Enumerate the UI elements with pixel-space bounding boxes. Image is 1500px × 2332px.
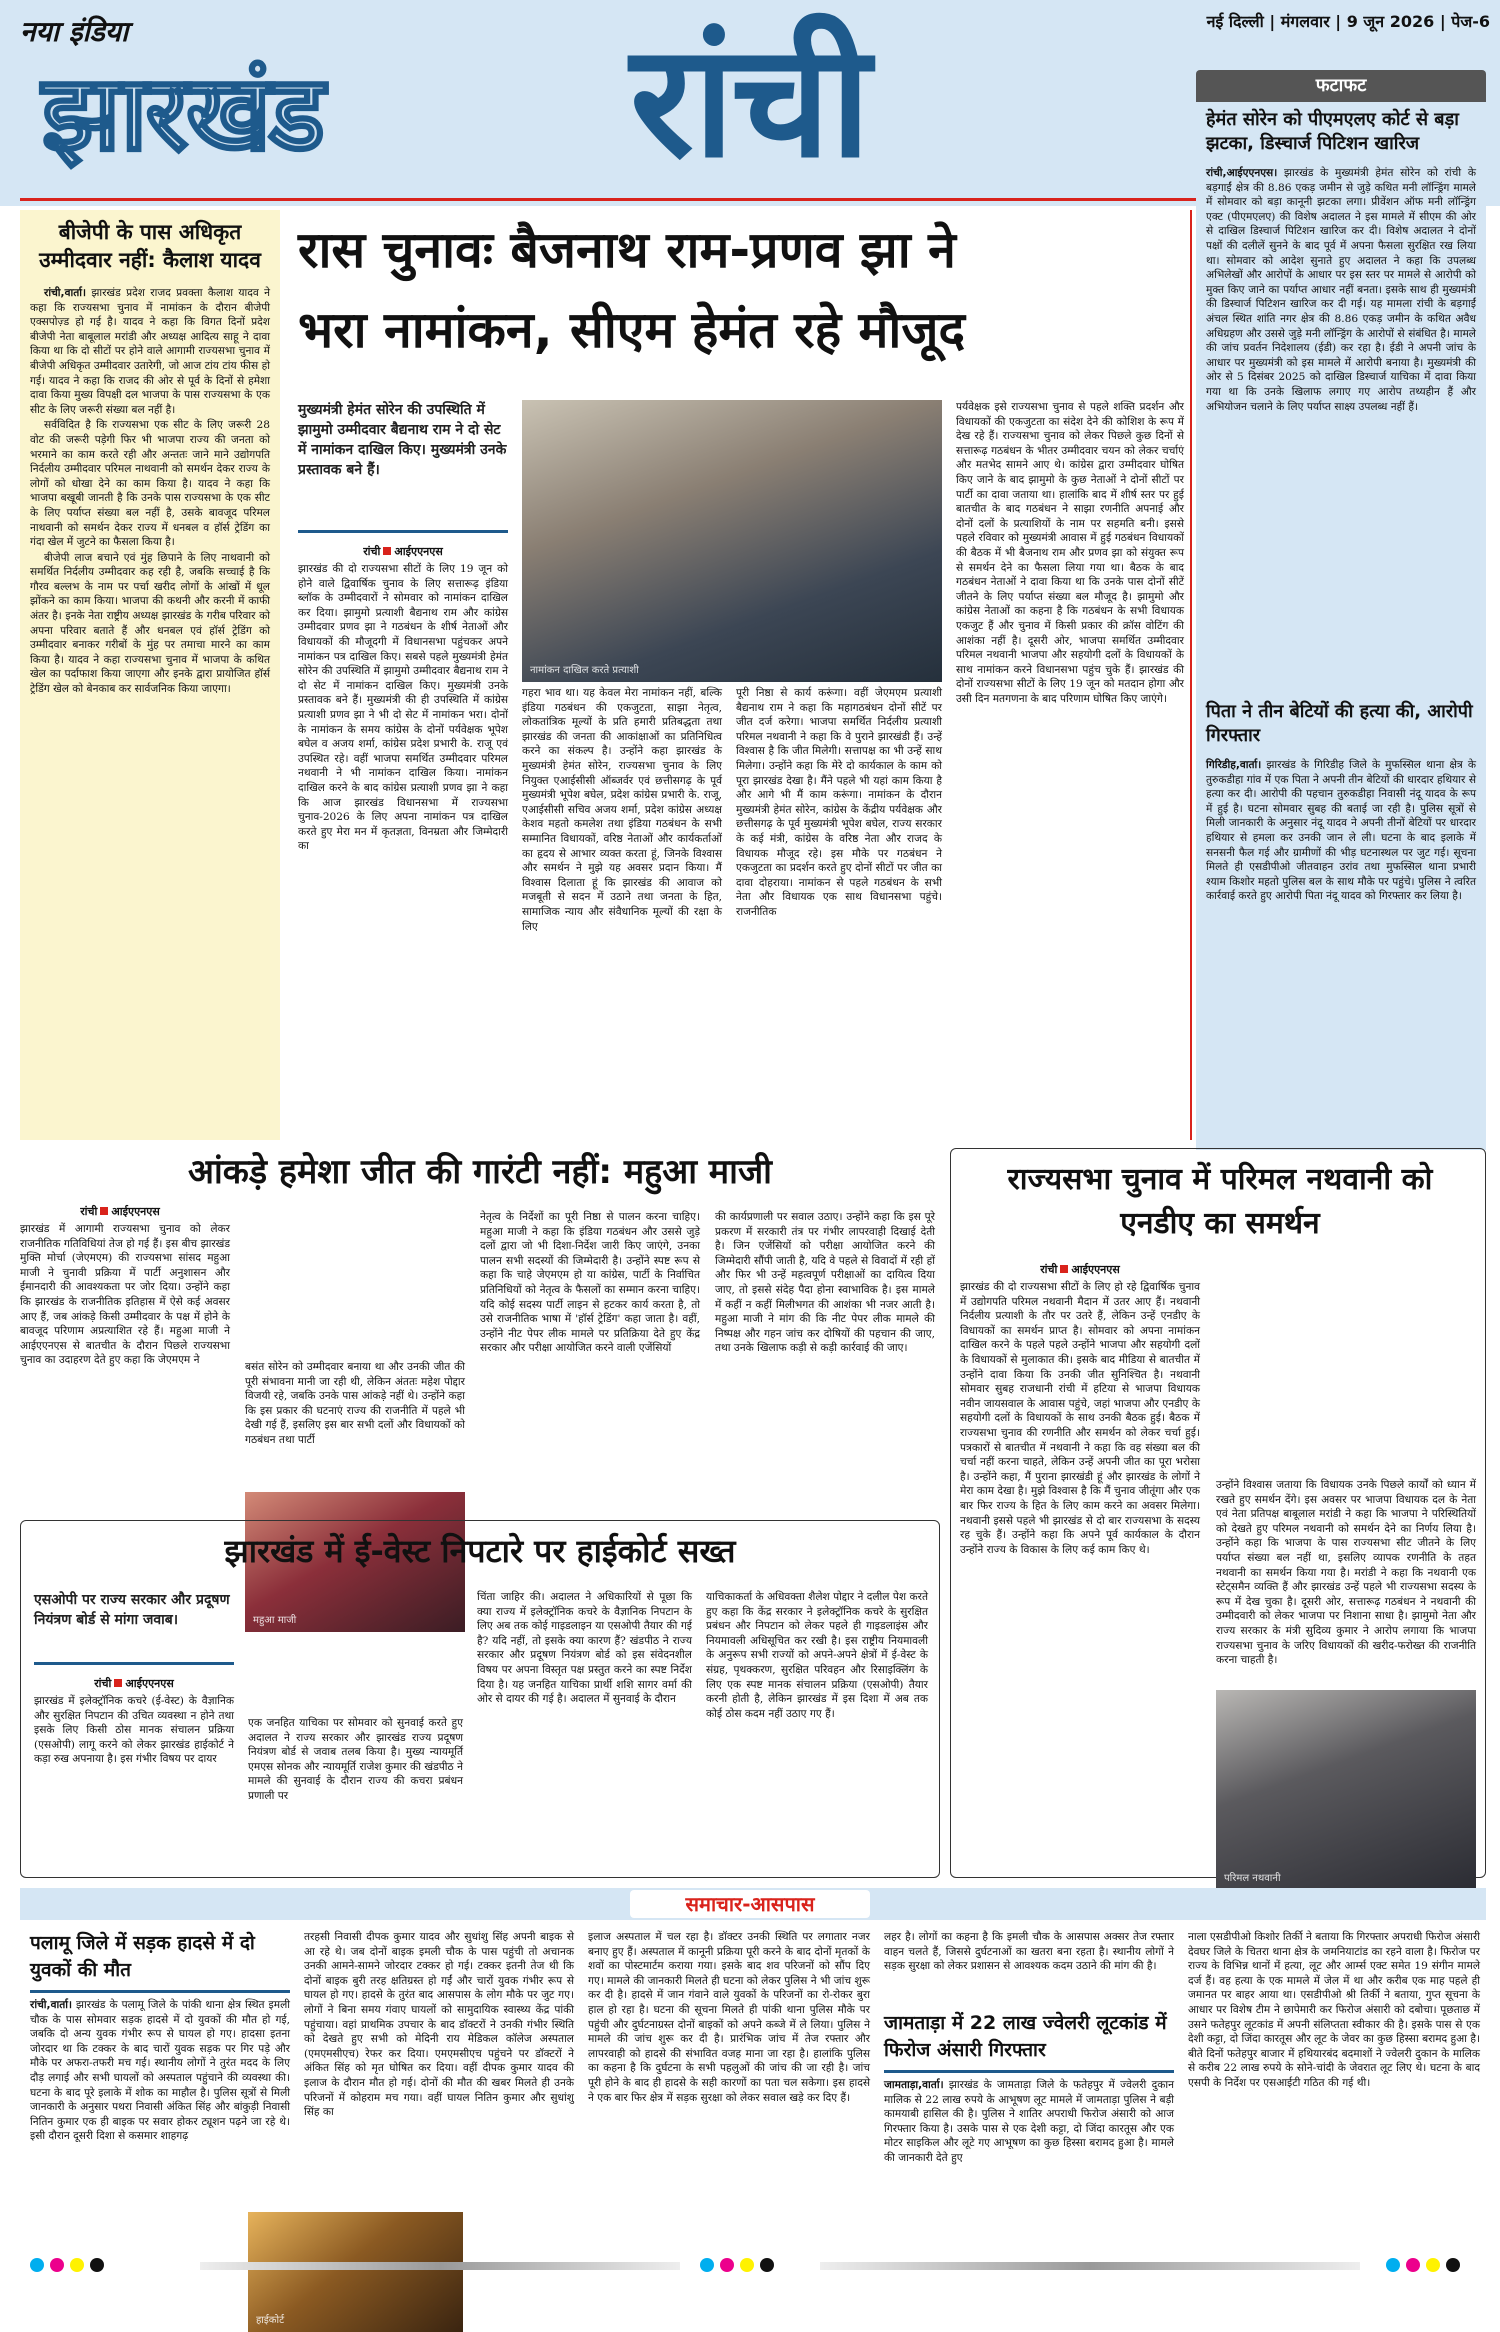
yellow-dot-icon — [740, 2258, 754, 2272]
nathwani-col-1 — [960, 1280, 1200, 1868]
lead-col-4 — [956, 400, 1184, 1110]
mahua-photo-caption: महुआ माजी — [253, 1615, 297, 1626]
lead-col-2-text: गहरा भाव था। यह केवल मेरा नामांकन नहीं, बल्कि इंडिया गठबंधन की एकजुटता, साझा नेतृत्व, लोकतांत्रिक मूल्यों के प्रति हमारी प्रतिबद्धता तथा झारखंड की जनता की आकांक्षाओं का प्रतिनिधित्व करने का संकल्प है। उन्होंने कहा झारखंड के मुख्यमंत्री हेमंत सोरेन, राज्यसभा चुनाव के लिए नियुक्त एआईसीसी ऑब्जर्वर एवं छत्तीसगढ़ के पूर्व मुख्यमंत्री भूपेश बघेल, प्रदेश कांग्रेस प्रभारी के. राजू, एआईसीसी सचिव अजय शर्मा, प्रदेश कांग्रेस अध्यक्ष केशव महतो कमलेश तथा इंडिया गठबंधन के सभी सम्मानित विधायकों, वरिष्ठ नेताओं और कार्यकर्ताओं का हृदय से आभार व्यक्त करता हूं, जिनके विश्वास और समर्थन ने मुझे यह अवसर प्रदान किया। मैं विश्वास दिलाता हूं कि झारखंड की आवाज को मजबूती से सदन में उठाने तथा जनता के हित, सामाजिक न्याय और संवैधानिक मूल्यों की रक्षा के लिए — [522, 687, 722, 933]
samachar-story2-col-2 — [1188, 1930, 1480, 2246]
nathwani-photo-caption: परिमल नथवानी — [1224, 1873, 1281, 1884]
samachar-story1-col-3 — [588, 1930, 870, 2246]
cyan-dot-icon — [30, 2258, 44, 2272]
lead-headline-2: भरा नामांकन, सीएम हेमंत रहे मौजूद — [298, 301, 966, 359]
mahua-headline: आंकड़े हमेशा जीत की गारंटी नहीं: महुआ माजी — [188, 1152, 772, 1192]
samachar-headline-2-rule — [884, 2070, 1174, 2073]
ewaste-summary-rule — [34, 1662, 234, 1665]
ewaste-summary: एसओपी पर राज्य सरकार और प्रदूषण नियंत्रण बोर्ड से मांगा जवाब। — [34, 1592, 230, 1628]
magenta-dot-icon — [1406, 2258, 1420, 2272]
brand-logo: नया इंडिया — [20, 15, 129, 48]
mahua-col-1-text: झारखंड में आगामी राज्यसभा चुनाव को लेकर राजनीतिक गतिविधियां तेज हो गई हैं। इस बीच झारखंड मुक्ति मोर्चा (जेएमएम) की राज्यसभा सांसद महुआ माजी ने चुनावी प्रक्रिया में पार्टी अनुशासन और ईमानदारी की आवश्यकता पर जोर दिया। उन्होंने कहा कि झारखंड के राजनीतिक इतिहास में ऐसे कई अवसर आए हैं, जब आंकड़े किसी उम्मीदवार के पक्ष में होने के बावजूद परिणाम अप्रत्याशित रहे हैं। महुआ माजी ने आईएएनएस से बातचीत के दौरान पिछले राज्यसभा चुनाव का उदाहरण देते हुए कहा कि जेएमएम ने — [20, 1223, 230, 1367]
samachar-headline-1: पलामू जिले में सड़क हादसे में दो युवकों की मौत — [30, 1932, 255, 1981]
black-dot-icon — [760, 2258, 774, 2272]
samachar-story2-col-2-text: नाला एसडीपीओ किशोर तिर्की ने बताया कि गिरफ्तार अपराधी फिरोज अंसारी देवघर जिले के चितरा थाना क्षेत्र के जमनियाटांड का रहने वाला है। फिरोज पर राज्य के विभिन्न थानों में हत्या, लूट और आर्म्स एक्ट समेत 19 संगीन मामले दर्ज हैं। वह हत्या के एक मामले में जेल में था और करीब एक माह पहले ही जमानत पर बाहर आया था। एसडीपीओ श्री तिर्की ने बताया, गुप्त सूचना के आधार पर विशेष टीम ने छापेमारी कर फिरोज अंसारी को दबोचा। पूछताछ में उसने फतेहपुर लूटकांड में अपनी संलिप्तता स्वीकार की है। इसके पास से एक देशी कट्टा, दो जिंदा कारतूस और लूट के जेवर का कुछ हिस्सा बरामद हुआ है। बीते दिनों फतेहपुर बाजार में हथियारबंद बदमाशों ने ज्वेलरी दुकान के मालिक से करीब 22 लाख रुपये के सोने-चांदी के जेवरात लूट लिए थे। घटना के बाद एसपी के निर्देश पर एसआईटी गठित की गई थी। — [1188, 1931, 1480, 2089]
magenta-dot-icon — [720, 2258, 734, 2272]
mahua-col-3-text: नेतृत्व के निर्देशों का पूरी निष्ठा से पालन करना चाहिए। महुआ माजी ने कहा कि इंडिया गठबंधन और उससे जुड़े दलों द्वारा जो भी दिशा-निर्देश जारी किए जाएंगे, उनका पालन सभी सदस्यों की जिम्मेदारी है। उन्होंने स्पष्ट रूप से कहा कि चाहे जेएमएम हो या कांग्रेस, पार्टी के निर्वाचित प्रतिनिधियों को नेतृत्व के फैसलों का सम्मान करना चाहिए। यदि कोई सदस्य पार्टी लाइन से हटकर कार्य करता है, तो उसे राजनीतिक भाषा में 'हॉर्स ट्रेडिंग' कहा जाता है। वहीं, उन्होंने नीट पेपर लीक मामले पर प्रतिक्रिया देते हुए केंद्र सरकार और परीक्षा आयोजित करने वाली एजेंसियों — [480, 1211, 700, 1355]
nathwani-col-1-text: झारखंड की दो राज्यसभा सीटों के लिए हो रहे द्विवार्षिक चुनाव में उद्योगपति परिमल नथवानी मैदान में उतर आए हैं। नथवानी निर्दलीय प्रत्याशी के तौर पर उतरे हैं, लेकिन उन्हें एनडीए के विधायकों का समर्थन प्राप्त है। सोमवार को अपना नामांकन दाखिल करने के पहले पहले उन्होंने भाजपा और सहयोगी दलों के विधायकों से मुलाकात की। इसके बाद मीडिया से बातचीत में उन्होंने दावा किया कि उनकी जीत सुनिश्चित है। नथवानी सोमवार सुबह राजधानी रांची में हटिया से भाजपा विधायक नवीन जायसवाल के आवास पहुंचे, जहां भाजपा और एनडीए के सहयोगी दलों के विधायकों के साथ उनकी बैठक हुई। बैठक में राज्यसभा चुनाव की रणनीति और समर्थन को लेकर चर्चा हुई। पत्रकारों से बातचीत में नथवानी ने कहा कि वह संख्या बल की चर्चा नहीं करना चाहते, लेकिन उन्हें अपनी जीत का पूरा भरोसा है। उन्होंने कहा, मैं पुराना झारखंडी हूं और झारखंड के लोगों ने मेरा काम देखा है। मुझे विश्वास है कि मैं चुनाव जीतूंगा और एक बार फिर राज्य के हित के लिए काम करने का अवसर मिलेगा। नथवानी इससे पहले भी झारखंड से दो बार राज्यसभा के सदस्य रह चुके हैं। उन्होंने कहा कि अपने पूर्व कार्यकाल के दौरान उन्होंने राज्य के विकास के लिए कई काम किए थे। — [960, 1281, 1200, 1556]
cyan-dot-icon — [700, 2258, 714, 2272]
ewaste-col-3 — [477, 1590, 692, 1870]
mahua-col-1 — [20, 1222, 230, 1512]
samachar-dateline-1: रांची,वार्ता। — [30, 1999, 73, 2011]
fatafat-body-1 — [1206, 166, 1476, 686]
samachar-story2-col-1-text: झारखंड के जामताड़ा जिले के फतेहपुर में ज्वेलरी दुकान मालिक से 22 लाख रुपये के आभूषण लूट मामले में जामताड़ा पुलिस ने बड़ी कामयाबी हासिल की है। पुलिस ने शातिर अपराधी फिरोज अंसारी को आज गिरफ्तार किया है। उसके पास से एक देशी कट्टा, दो जिंदा कारतूस और एक मोटर साइकिल और लूटे गए आभूषण का कुछ हिस्सा बरामद हुआ है। मामले की जानकारी देते हुए — [884, 2079, 1174, 2164]
samachar-story1-col-1-text: झारखंड के पलामू जिले के पांकी थाना क्षेत्र स्थित इमली चौक के पास सोमवार सड़क हादसे में दो युवकों की मौत हो गई, जबकि दो अन्य युवक गंभीर रूप से घायल हो गए। हादसा इतना जोरदार था कि टक्कर के बाद चारों युवक सड़क पर गिर पड़े और मौके पर अफरा-तफरी मच गई। स्थानीय लोगों ने तुरंत मदद के लिए दौड़ लगाई और सभी घायलों को अस्पताल पहुंचाने की व्यवस्था की। घटना के बाद पूरे इलाके में शोक का माहौल है। पुलिस सूत्रों से मिली जानकारी के अनुसार पथरा निवासी अंकित सिंह और बांकुड़ी निवासी नितिन कुमार एक ही बाइक पर सवार होकर ट्यूशन पढ़ने जा रहे थे। इसी दौरान दूसरी दिशा से कसमार शाहगढ़ — [30, 1999, 290, 2143]
cyan-dot-icon — [1386, 2258, 1400, 2272]
fatafat-dateline-1: रांची,आईएएनएस। — [1206, 167, 1278, 179]
red-square-icon — [114, 1679, 122, 1687]
nathwani-col-2-text: उन्होंने विश्वास जताया कि विधायक उनके पिछले कार्यों को ध्यान में रखते हुए समर्थन देंगे। इस अवसर पर भाजपा विधायक दल के नेता एवं नेता प्रतिपक्ष बाबूलाल मरांडी ने कहा कि भाजपा ने परिस्थितियों को देखते हुए परिमल नथवानी को समर्थन देने का निर्णय लिया है। उन्होंने कहा कि भाजपा के पास राज्यसभा सीट जीतने के लिए पर्याप्त संख्या बल नहीं था, इसलिए व्यापक रणनीति के तहत नथवानी का समर्थन किया गया है। मरांडी ने कहा कि नथवानी एक स्टेट्समैन व्यक्ति हैं और झारखंड उन्हें पहले भी राज्यसभा सदस्य के रूप में देख चुका है। दूसरी ओर, सत्तारूढ़ गठबंधन ने नथवानी की उम्मीदवारी को लेकर भाजपा पर निशाना साधा है। झामुमो नेता और राज्य सरकार के मंत्री सुदिव्य कुमार ने आरोप लगाया कि भाजपा राज्यसभा चुनाव के जरिए विधायकों की खरीद-फरोख्त की राजनीति करना चाहती है। — [1216, 1479, 1476, 1667]
nathwani-byline-agency: आईएएनएस — [1071, 1263, 1120, 1276]
samachar-headline-2: जामताड़ा में 22 लाख ज्वेलरी लूटकांड में फिरोज अंसारी गिरफ्तार — [884, 2012, 1167, 2061]
lead-byline — [298, 544, 508, 559]
fatafat-column — [1196, 102, 1486, 1150]
footer-gradient-bar-2 — [820, 2262, 1360, 2270]
ewaste-col-2 — [248, 1716, 463, 1870]
lead-photo-caption: नामांकन दाखिल करते प्रत्याशी — [530, 665, 639, 676]
fatafat-body-2 — [1206, 758, 1476, 1128]
red-square-icon — [1060, 1265, 1068, 1273]
left-story-body — [30, 286, 270, 1116]
lead-headline-1: रास चुनावः बैजनाथ राम-प्रणव झा ने — [298, 221, 956, 279]
mahua-col-2-text: बसंत सोरेन को उम्मीदवार बनाया था और उनकी जीत की पूरी संभावना मानी जा रही थी, लेकिन अंततः महेश पोद्दार विजयी रहे, जबकि उनके पास आंकड़े नहीं थे। उन्होंने कहा कि इस प्रकार की घटनाएं राज्य की राजनीति में पहले भी देखी गई हैं, इसलिए इस बार सभी दलों और विधायकों को गठबंधन तथा पार्टी — [245, 1361, 465, 1446]
mahua-byline-place: रांची — [80, 1205, 98, 1218]
lead-summary-rule — [298, 530, 508, 533]
left-story — [20, 210, 280, 1140]
date-line: नई दिल्ली | मंगलवार | 9 जून 2026 | पेज-6 — [1206, 12, 1490, 31]
left-story-para-3: बीजेपी लाज बचाने एवं मुंह छिपाने के लिए नाथवानी को समर्थित निर्दलीय उम्मीदवार कह रही है, जबकि सच्चाई है कि गौरव बल्लभ के नाम पर पर्चा खरीद लोगों के आंखों में धूल झोंकने का काम किया। भाजपा की कथनी और करनी में काफी अंतर है। इनके नेता राष्ट्रीय अध्यक्ष झारखंड के गरीब परिवार को अपना परिवार बताते हैं और धनबल एवं हॉर्स ट्रेडिंग को उम्मीदवार बनाकर गरीबों के मुंह पर तमाचा मारने का काम किया है। यादव ने कहा राज्यसभा चुनाव में भाजपा के कथित खेल का पर्दाफाश किया जाएगा और इनके द्वारा प्रायोजित हॉर्स ट्रेडिंग खेल को बेनकाब कर सार्वजनिक किया जाएगा। — [30, 551, 270, 696]
fatafat-dateline-2: गिरिडीह,वार्ता। — [1206, 759, 1262, 771]
lead-byline-place: रांची — [363, 545, 381, 558]
footer-gradient-bar — [200, 2262, 680, 2270]
fatafat-headline-2: पिता ने तीन बेटियों की हत्या की, आरोपी गिरफ्तार — [1206, 701, 1473, 746]
lead-col-2 — [522, 686, 722, 1110]
samachar-story2-top — [884, 1930, 1174, 2006]
left-story-para-1: झारखंड प्रदेश राजद प्रवक्ता कैलाश यादव ने कहा कि राज्यसभा चुनाव में नामांकन के दौरान बीजेपी एक्सपोज़्ड हो गई है। यादव ने कहा कि विगत दिनों प्रदेश बीजेपी नेता बाबूलाल मरांडी और अध्यक्ष आदित्य साहू ने दावा किया था कि दो सीटों पर होने वाले आगामी राज्यसभा चुनाव में बीजेपी अधिकृत उम्मीदवार उतारेगी, जो आज टांय टांय फीस हो गई। यादव ने कहा कि राजद की ओर से पूर्व के दिनों से हमेशा दावा किया मुख्य विपक्षी दल भाजपा के पास राज्यसभा के एक सीट के लिए जरूरी संख्या बल नहीं है। — [30, 287, 271, 416]
mahua-col-3 — [480, 1210, 700, 1512]
nathwani-byline — [960, 1262, 1200, 1277]
fatafat-headline-1: हेमंत सोरेन को पीएमएलए कोर्ट से बड़ा झटका, डिस्चार्ज पिटिशन खारिज — [1206, 109, 1459, 154]
black-dot-icon — [90, 2258, 104, 2272]
ewaste-col-2-text: एक जनहित याचिका पर सोमवार को सुनवाई करते हुए अदालत ने राज्य सरकार और झारखंड राज्य प्रदूषण नियंत्रण बोर्ड से जवाब तलब किया है। मुख्य न्यायमूर्ति एमएस सोनक और न्यायमूर्ति राजेश कुमार की खंडपीठ ने मामले की सुनवाई के दौरान राज्य की कचरा प्रबंधन प्रणाली पर — [248, 1717, 463, 1802]
samachar-story1-col-3-text: इलाज अस्पताल में चल रहा है। डॉक्टर उनकी स्थिति पर लगातार नजर बनाए हुए हैं। अस्पताल में कानूनी प्रक्रिया पूरी करने के बाद दोनों मृतकों के शवों का पोस्टमार्टम कराया गया। इसके बाद शव परिजनों को सौंप दिए गए। मामले की जानकारी मिलते ही घटना को लेकर पुलिस ने भी जांच शुरू कर दी है। हादसे में जान गंवाने वाले युवकों के परिजनों का रो-रोकर बुरा हाल हो रहा है। घटना की सूचना मिलते ही पांकी थाना पुलिस मौके पर पहुंची और दुर्घटनाग्रस्त दोनों बाइकों को अपने कब्जे में ले लिया। पुलिस ने मामले की जांच शुरू कर दी है। प्रारंभिक जांच में तेज रफ्तार और लापरवाही को हादसे की संभावित वजह माना जा रहा है। हालांकि पुलिस का कहना है कि दुर्घटना के सभी पहलुओं की जांच की जा रही है। जांच पूरी होने के बाद ही हादसे के सही कारणों का पता चल सकेगा। इस हादसे ने एक बार फिर क्षेत्र में सड़क सुरक्षा को लेकर सवाल खड़े कर दिए हैं। — [588, 1931, 870, 2104]
section-title: झारखंड — [42, 52, 323, 174]
lead-col-1 — [298, 562, 508, 1110]
lead-col-4-text: पर्यवेक्षक इसे राज्यसभा चुनाव से पहले शक्ति प्रदर्शन और विधायकों की एकजुटता का संदेश देने की कोशिश के रूप में देख रहे हैं। राज्यसभा चुनाव को लेकर पिछले कुछ दिनों से सत्तारूढ़ गठबंधन के भीतर उम्मीदवार चयन को लेकर चर्चाएं और मतभेद सामने आए थे। कांग्रेस द्वारा उम्मीदवार घोषित किए जाने के बाद झामुमो के कुछ नेताओं ने दोनों सीटों पर पार्टी का दावा जताया था। हालांकि बाद में शीर्ष स्तर पर हुई बातचीत के बाद गठबंधन ने साझा रणनीति अपनाई और दोनों दलों के प्रत्याशियों के नाम पर सहमति बनी। इससे पहले रविवार को मुख्यमंत्री आवास में हुई गठबंधन विधायकों की बैठक में भी बैजनाथ राम और प्रणव झा को संयुक्त रूप से समर्थन देने का फैसला लिया गया था। बैठक के बाद गठबंधन नेताओं ने दावा किया था कि उनके पास दोनों सीटें जीतने के लिए पर्याप्त संख्या बल मौजूद है। झामुमो और कांग्रेस नेताओं का कहना है कि गठबंधन के सभी विधायक एकजुट हैं और चुनाव में किसी प्रकार की क्रॉस वोटिंग की आशंका नहीं है। दूसरी ओर, भाजपा समर्थित उम्मीदवार परिमल नथवानी भाजपा और सहयोगी दलों के विधायकों के साथ नामांकन करने विधानसभा पहुंच चुके हैं। झारखंड की दोनों राज्यसभा सीटों के लिए 19 जून को मतदान होगा और उसी दिन मतगणना के बाद परिणाम घोषित किए जाएंगे। — [956, 401, 1184, 705]
yellow-dot-icon — [1426, 2258, 1440, 2272]
samachar-story1-col-2-text: तरहसी निवासी दीपक कुमार यादव और सुधांशु सिंह अपनी बाइक से आ रहे थे। जब दोनों बाइक इमली चौक के पास पहुंची तो अचानक उनकी आमने-सामने जोरदार टक्कर हो गई। टक्कर इतनी तेज थी कि दोनों बाइक बुरी तरह क्षतिग्रस्त हो गईं और चारों युवक गंभीर रूप से घायल हो गए। हादसे के तुरंत बाद आसपास के लोग मौके पर जुट गए। लोगों ने बिना समय गंवाए घायलों को सामुदायिक स्वास्थ्य केंद्र पांकी पहुंचाया। वहां प्राथमिक उपचार के बाद डॉक्टरों ने उनकी गंभीर स्थिति को देखते हुए सभी को मेदिनी राय मेडिकल कॉलेज अस्पताल (एमएमसीएच) रेफर कर दिया। एमएमसीएच पहुंचने पर डॉक्टरों ने अंकित सिंह को मृत घोषित कर दिया। वहीं दीपक कुमार यादव की इलाज के दौरान मौत हो गई। दोनों की मौत की खबर मिलते ही उनके परिजनों में कोहराम मच गया। वहीं घायल नितिन कुमार और सुधांशु सिंह का — [304, 1931, 574, 2119]
lead-col-1-text: झारखंड की दो राज्यसभा सीटों के लिए 19 जून को होने वाले द्विवार्षिक चुनाव के लिए सत्तारूढ़ इंडिया ब्लॉक के उम्मीदवारों ने सोमवार को नामांकन दाखिल कर दिया। झामुमो प्रत्याशी बैद्यनाथ राम और कांग्रेस उम्मीदवार प्रणव झा ने गठबंधन के शीर्ष नेताओं और विधायकों की मौजूदगी में विधानसभा पहुंचकर अपने नामांकन पत्र दाखिल किए। सबसे पहले मुख्यमंत्री हेमंत सोरेन की उपस्थिति में झामुमो उम्मीदवार बैद्यनाथ राम ने दो सेट में नामांकन दाखिल किए। मुख्यमंत्री उनके प्रस्तावक बने हैं। मुख्यमंत्री की ही उपस्थिति में कांग्रेस प्रत्याशी प्रणव झा ने भी दो सेट में नामांकन भरा। दोनों के नामांकन के समय कांग्रेस के दोनों पर्यवेक्षक भूपेश बघेल व अजय शर्मा, कांग्रेस प्रदेश प्रभारी के. राजू एवं उपस्थित रहे। वहीं भाजपा समर्थित उम्मीदवार परिमल नथवानी ने भी नामांकन दाखिल किया। नामांकन दाखिल करने के बाद कांग्रेस प्रत्याशी प्रणव झा ने कहा कि आज झारखंड विधानसभा में राज्यसभा चुनाव-2026 के लिए अपना नामांकन पत्र दाखिल करते हुए मेरा मन में कृतज्ञता, विनम्रता और जिम्मेदारी का — [298, 563, 508, 853]
samachar-story2-top-text: लहर है। लोगों का कहना है कि इमली चौक के आसपास अक्सर तेज रफ्तार वाहन चलते हैं, जिससे दुर्घटनाओं का खतरा बना रहता है। स्थानीय लोगों ने सड़क सुरक्षा को लेकर प्रशासन से आवश्यक कदम उठाने की मांग की है। — [884, 1931, 1174, 1973]
red-square-icon — [383, 547, 391, 555]
column-rule — [1190, 210, 1192, 1140]
mahua-col-2 — [245, 1360, 465, 1512]
lead-byline-agency: आईएएनएस — [394, 545, 443, 558]
ewaste-headline: झारखंड में ई-वेस्ट निपटारे पर हाईकोर्ट सख्त — [224, 1532, 736, 1570]
ewaste-byline-place: रांची — [94, 1677, 112, 1690]
mahua-byline — [20, 1204, 220, 1219]
registration-marks-center — [700, 2258, 800, 2274]
ewaste-col-1-text: झारखंड में इलेक्ट्रॉनिक कचरे (ई-वेस्ट) के वैज्ञानिक और सुरक्षित निपटान की उचित व्यवस्था न होने तथा इसके लिए किसी ठोस मानक संचालन प्रक्रिया (एसओपी) लागू करने को लेकर झारखंड हाईकोर्ट ने कड़ा रुख अपनाया है। इस गंभीर विषय पर दायर — [34, 1695, 234, 1766]
nathwani-byline-place: रांची — [1040, 1263, 1058, 1276]
lead-photo — [522, 400, 942, 682]
magenta-dot-icon — [50, 2258, 64, 2272]
left-story-dateline: रांची,वार्ता। — [44, 287, 87, 299]
left-story-headline: बीजेपी के पास अधिकृत उम्मीदवार नहीं: कैलाश यादव — [39, 220, 261, 272]
lead-col-3 — [736, 686, 942, 1110]
ewaste-col-4 — [706, 1590, 928, 1870]
ewaste-col-3-text: चिंता जाहिर की। अदालत ने अधिकारियों से पूछा कि क्या राज्य में इलेक्ट्रॉनिक कचरे के वैज्ञानिक निपटान के लिए अब तक कोई गाइडलाइन या एसओपी तैयार की गई है? यदि नहीं, तो इसके क्या कारण हैं? खंडपीठ ने राज्य सरकार और प्रदूषण नियंत्रण बोर्ड को इस संवेदनशील विषय पर अपना विस्तृत पक्ष प्रस्तुत करने का स्पष्ट निर्देश दिया है। यह जनहित याचिका प्रार्थी शशि सागर वर्मा की ओर से दायर की गई है। अदालत में सुनवाई के दौरान — [477, 1591, 692, 1706]
ewaste-col-1 — [34, 1694, 234, 1870]
nathwani-col-2 — [1216, 1478, 1476, 1868]
lead-col-3-text: पूरी निष्ठा से कार्य करूंगा। वहीं जेएमएम प्रत्याशी बैद्यनाथ राम ने कहा कि महागठबंधन दोनों सीटें पर जीत दर्ज करेगा। भाजपा समर्थित निर्दलीय प्रत्याशी परिमल नथवानी ने कहा कि वे पुराने झारखंडी हैं। उन्हें विश्वास है कि जीत मिलेगी। सत्तापक्ष का भी उन्हें साथ मिलेगा। उन्होंने कहा कि मेरे दो कार्यकाल के काम को पूरा झारखंड देखा है। मैंने पहले भी यहां काम किया है और आगे भी मैं काम करूंगा। नामांकन के दौरान मुख्यमंत्री हेमंत सोरेन, कांग्रेस के केंद्रीय पर्यवेक्षक और छत्तीसगढ़ के पूर्व मुख्यमंत्री भूपेश बघेल, राज्य सरकार के कई मंत्री, कांग्रेस के वरिष्ठ नेता और राजद के विधायक मौजूद रहे। इस मौके पर गठबंधन ने एकजुटता का प्रदर्शन करते हुए दोनों सीटों पर जीत का दावा दोहराया। नामांकन से पहले गठबंधन के सभी नेता और विधायक एक साथ विधानसभा पहुंचे। राजनीतिक — [736, 687, 942, 918]
registration-marks-right — [1386, 2258, 1486, 2274]
ewaste-byline-agency: आईएएनएस — [125, 1677, 174, 1690]
red-square-icon — [100, 1207, 108, 1215]
mahua-col-4 — [715, 1210, 935, 1512]
lead-summary: मुख्यमंत्री हेमंत सोरेन की उपस्थिति में झामुमो उम्मीदवार बैद्यनाथ राम ने दो सेट में नामांकन दाखिल किए। मुख्यमंत्री उनके प्रस्तावक बने हैं। — [298, 402, 507, 478]
ewaste-byline — [34, 1676, 234, 1691]
samachar-headline-1-rule — [30, 1990, 290, 1993]
ewaste-photo-caption: हाईकोर्ट — [256, 2315, 285, 2326]
fatafat-text-2: झारखंड के गिरिडीह जिले के मुफस्सिल थाना क्षेत्र के तुरुकडीहा गांव में एक पिता ने अपनी तीन बेटियों की धारदार हथियार से हत्या कर दी। आरोपी की पहचान तुरुकडीहा निवासी नंदू यादव के रूप में हुई है। घटना सोमवार सुबह की बताई जा रही है। पुलिस सूत्रों से मिली जानकारी के अनुसार नंदू यादव ने अपनी तीनों बेटियों पर धारदार हथियार से हमला कर उनकी जान ले ली। घटना के बाद इलाके में सनसनी फैल गई और ग्रामीणों की भीड़ घटनास्थल पर जुट गई। सूचना मिलते ही एसडीपीओ जीतवाहन उरांव तथा मुफस्सिल थाना प्रभारी श्याम किशोर महतो पुलिस बल के साथ मौके पर पहुंचे। पुलिस ने त्वरित कार्रवाई करते हुए आरोपी पिता नंदू यादव को गिरफ्तार कर लिया है। — [1206, 759, 1476, 903]
black-dot-icon — [1446, 2258, 1460, 2272]
city-title: रांची — [630, 10, 868, 192]
yellow-dot-icon — [70, 2258, 84, 2272]
samachar-story2-col-1 — [884, 2078, 1174, 2246]
registration-marks-left — [30, 2258, 170, 2274]
ewaste-col-4-text: याचिकाकर्ता के अधिवक्ता शैलेश पोद्दार ने दलील पेश करते हुए कहा कि केंद्र सरकार ने इलेक्ट्रॉनिक कचरे के सुरक्षित प्रबंधन और निपटान को लेकर पहले ही गाइडलाइंस और नियमावली अधिसूचित कर रखी है। इस राष्ट्रीय नियमावली के अनुरूप सभी राज्यों को अपने-अपने क्षेत्रों में ई-वेस्ट के संग्रह, पृथक्करण, सुरक्षित परिवहन और रिसाइक्लिंग के लिए एक स्पष्ट मानक संचालन प्रक्रिया (एसओपी) तैयार करनी होती है, लेकिन झारखंड में इस दिशा में अब तक कोई ठोस कदम नहीं उठाए गए हैं। — [706, 1591, 928, 1720]
mahua-byline-agency: आईएएनएस — [111, 1205, 160, 1218]
samachar-dateline-2: जामताड़ा,वार्ता। — [884, 2079, 944, 2091]
left-story-para-2: सर्वविदित है कि राज्यसभा एक सीट के लिए जरूरी 28 वोट की जरूरी पड़ेगी फिर भी भाजपा राज्य की जनता को भरमाने का काम करते रही और अन्ततः जाने माने उद्योगपति निर्दलीय उम्मीदवार परिमल नाथवानी को समर्थन देकर राज्य के लोगों को धोखा देने का काम किया है। यादव ने कहा कि भाजपा बखूबी जानती है कि उनके पास राज्यसभा के एक सीट के लिए पर्याप्त संख्या बल नहीं है, उसके बावजूद परिमल नाथवानी को समर्थन देकर राज्य में धनबल व हॉर्स ट्रेडिंग का गंदा खेल में जुटने का फैसला किया है। — [30, 419, 270, 549]
fatafat-label: फटाफट — [1196, 70, 1486, 102]
samachar-story1-col-1 — [30, 1998, 290, 2246]
samachar-label: समाचार-आसपास — [630, 1890, 870, 1918]
samachar-story1-col-2 — [304, 1930, 574, 2246]
mahua-col-4-text: की कार्यप्रणाली पर सवाल उठाए। उन्होंने कहा कि इस पूरे प्रकरण में सरकारी तंत्र पर गंभीर लापरवाही दिखाई देती है। जिन एजेंसियों को परीक्षा आयोजित करने की जिम्मेदारी सौंपी जाती है, यदि वे पहले से विवादों में रही हों और फिर भी उन्हें महत्वपूर्ण परीक्षाओं का दायित्व दिया जाए, तो इससे संदेह पैदा होना स्वाभाविक है। इस मामले में कहीं न कहीं मिलीभगत की आशंका भी नजर आती है। महुआ माजी ने मांग की कि नीट पेपर लीक मामले की निष्पक्ष और गहन जांच कर दोषियों की पहचान की जाए, तथा उनके खिलाफ कड़ी से कड़ी कार्रवाई की जाए। — [715, 1211, 935, 1355]
fatafat-text-1: झारखंड के मुख्यमंत्री हेमंत सोरेन को रांची के बड़गाईं क्षेत्र की 8.86 एकड़ जमीन से जुड़े कथित मनी लॉन्ड्रिंग मामले में सोमवार को बड़ा कानूनी झटका लगा। प्रीवेंशन ऑफ मनी लॉन्ड्रिंग एक्ट (पीएमएलए) की विशेष अदालत ने इस मामले में सीएम की ओर से दाखिल डिस्चार्ज पिटिशन खारिज कर दी। विशेष अदालत ने दोनों पक्षों की दलीलें सुनने के बाद पूर्व में अपना फैसला सुरक्षित रख लिया था। सोमवार को आदेश सुनाते हुए अदालत ने कहा कि उपलब्ध अभिलेखों और आरोपों के आधार पर इस स्तर पर मामले से आरोपी को मुक्त किए जाने का पर्याप्त आधार नहीं बनता। इसके साथ ही मुख्यमंत्री की डिस्चार्ज पिटिशन खारिज कर दी गई। यह मामला रांची के बड़गाईं अंचल स्थित शांति नगर क्षेत्र की 8.86 एकड़ जमीन के कथित अवैध अधिग्रहण और उससे जुड़े मनी लॉन्ड्रिंग के आरोपों से संबंधित है। मामले की जांच प्रवर्तन निदेशालय (ईडी) कर रहा है। ईडी ने अपनी जांच के आधार पर मुख्यमंत्री को इस मामले में आरोपी बनाया है। मुख्यमंत्री की ओर से 5 दिसंबर 2025 को दाखिल डिस्चार्ज याचिका में दावा किया गया था कि उनके खिलाफ लगाए गए आरोप तथ्यहीन हैं और अभियोजन चलाने के लिए पर्याप्त साक्ष्य उपलब्ध नहीं हैं। — [1206, 167, 1476, 413]
nathwani-headline: राज्यसभा चुनाव में परिमल नथवानी को एनडीए का समर्थन — [1007, 1162, 1433, 1241]
